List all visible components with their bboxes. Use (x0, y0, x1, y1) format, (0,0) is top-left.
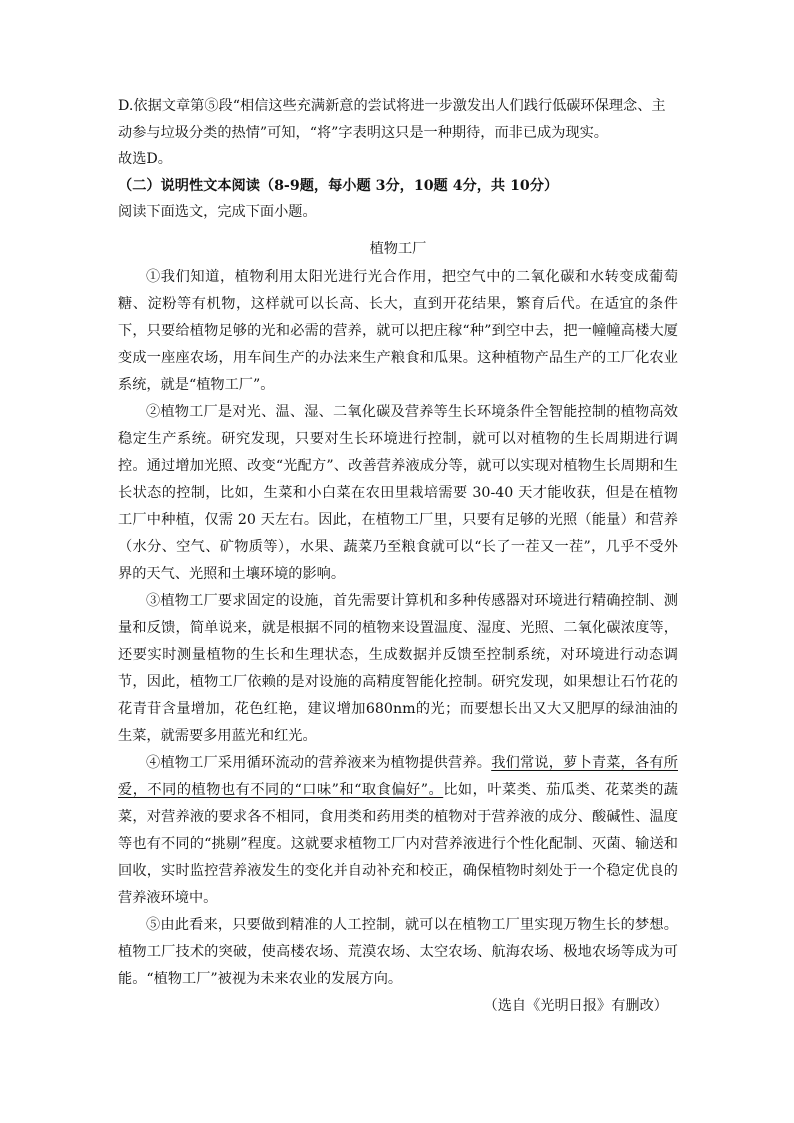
section-heading: （二）说明性文本阅读（8-9题，每小题 3分，10题 4分，共 10分） (118, 177, 559, 194)
article-paragraph-2: ②植物工厂是对光、温、湿、二氧化碳及营养等生长环境条件全智能控制的植物高效稳定生产系统。研究发现，只要对生长环境进行控制，就可以对植物的生长周期进行调控。通过增加光照、改变“光配方”、改善营养液成分等，就可以实现对植物生长周期和生长状态的控制，比如，生菜和小白菜在农田里栽培需要 30-40 天才能收获，但是在植物工厂中种植，仅需 20 天左右。因此，在植物工厂里，只要有足够的光照（能量）和营养（水分、空气、矿物质等），水果、蔬菜乃至粮食就可以“长了一茬又一茬”，几乎不受外界的天气、光照和土壤环境的影响。 (118, 404, 678, 582)
answer-line-2: 动参与垃圾分类的热情”可知，“将”字表明这只是一种期待，而非已成为现实。 (118, 124, 608, 141)
document-body (118, 93, 678, 1020)
answer-line-1: D.依据文章第⑤段“相信这些充满新意的尝试将进一步激发出人们践行低碳环保理念、主 (118, 98, 666, 114)
paragraph-4-intro: ④植物工厂采用循环流动的营养液来为植物提供营养。 (146, 755, 492, 771)
underlined-sentence: 我们常说，萝卜青菜，各有所爱，不同的植物也有不同的“口味”和“取食偏好”。 (118, 755, 678, 798)
section-instruction: 阅读下面选文，完成下面小题。 (118, 204, 317, 220)
article-paragraph-5: ⑤由此看来，只要做到精准的人工控制，就可以在植物工厂里实现万物生长的梦想。植物工厂技术的突破，使高楼农场、荒漠农场、太空农场、航海农场、极地农场等成为可能。“植物工厂”被视为未来农业的发展方向。 (118, 917, 678, 987)
article-paragraph-3: ③植物工厂要求固定的设施，首先需要计算机和多种传感器对环境进行精确控制、测量和反馈，简单说来，就是根据不同的植物来设置温度、湿度、光照、二氧化碳浓度等，还要实时测量植物的生长和生理状态，生成数据并反馈至控制系统，对环境进行动态调节，因此，植物工厂依赖的是对设施的高精度智能化控制。研究发现，如果想让石竹花的花青苷含量增加，花色红艳，建议增加680nm的光；而要想长出又大又肥厚的绿油油的生菜，就需要多用蓝光和红光。 (118, 593, 678, 744)
article-paragraph-1: ①我们知道，植物利用太阳光进行光合作用，把空气中的二氧化碳和水转变成葡萄糖、淀粉等有机物，这样就可以长高、长大，直到开花结果，繁育后代。在适宜的条件下，只要给植物足够的光和必需的营养，就可以把庄稼“种”到空中去，把一幢幢高楼大厦变成一座座农场，用车间生产的办法来生产粮食和瓜果。这种植物产品生产的工厂化农业系统，就是“植物工厂”。 (118, 269, 678, 393)
answer-conclusion: 故选D。 (118, 151, 172, 167)
article-paragraph-4 (118, 750, 678, 912)
paragraph-4-rest: 比如，叶菜类、茄瓜类、花菜类的蔬菜，对营养液的要求各不相同，食用类和药用类的植物对于营养液的成分、酸碱性、温度等也有不同的“挑剔”程度。这就要求植物工厂内对营养液进行个性化配制、灭菌、输送和回收，实时监控营养液发生的变化并自动补充和校正，确保植物时刻处于一个稳定优良的营养液环境中。 (118, 782, 678, 906)
article-source: （选自《光明日报》有删改） (483, 998, 668, 1014)
article-title: 植物工厂 (369, 240, 427, 257)
